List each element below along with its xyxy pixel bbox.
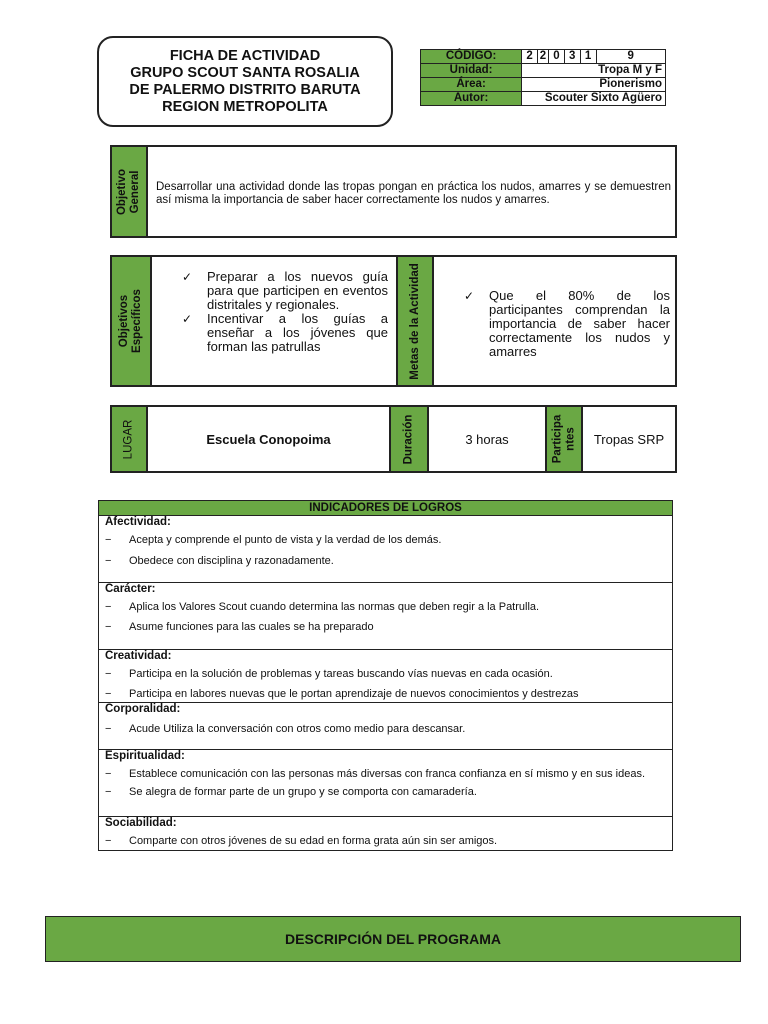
list-item xyxy=(105,687,666,701)
meta-text: Que el 80% de los participantes comprendan la importancia de saber hacer correctamente los nudos y amarres xyxy=(489,288,670,359)
unidad-value: Tropa M y F xyxy=(522,64,666,78)
objetivos-especificos-section xyxy=(110,255,677,387)
unidad-label: Unidad: xyxy=(421,64,522,78)
list-item xyxy=(105,554,666,568)
indicador-text: Se alegra de formar parte de un grupo y se comporta con camaradería. xyxy=(129,786,477,798)
title-line-4: REGION METROPOLITA xyxy=(162,98,328,115)
indicador-creatividad xyxy=(98,650,673,703)
dash-bullet: − xyxy=(105,534,112,546)
codigo-digit: 2 xyxy=(538,50,549,64)
indicador-text: Aplica los Valores Scout cuando determina las normas que deben regir a la Patrulla. xyxy=(129,601,540,613)
objetivos-especificos-label-line-2: Específicos xyxy=(131,289,144,353)
indicador-sociabilidad xyxy=(98,817,673,851)
lugar-label xyxy=(112,407,148,471)
participantes-label xyxy=(547,407,583,471)
list-item xyxy=(105,667,666,681)
dash-bullet: − xyxy=(105,835,112,847)
checkmark-icon: ✓ xyxy=(182,270,193,284)
objetivos-especificos-label-text xyxy=(118,289,144,353)
duracion-value: 3 horas xyxy=(429,407,547,471)
indicador-heading: Corporalidad: xyxy=(105,703,181,715)
codigo-digit: 3 xyxy=(564,50,580,64)
objetivo-general-label-text xyxy=(116,168,142,214)
dash-bullet: − xyxy=(105,688,112,700)
indicador-corporalidad xyxy=(98,703,673,750)
codigo-digit: 2 xyxy=(522,50,538,64)
lugar-label-text: LUGAR xyxy=(122,419,135,459)
indicador-text: Participa en labores nuevas que le portan aprendizaje de nuevos conocimientos y destrezas xyxy=(129,688,579,700)
dash-bullet: − xyxy=(105,621,112,633)
objetivo-general-label xyxy=(112,147,148,236)
list-item xyxy=(105,722,666,736)
area-value: Pionerismo xyxy=(522,78,666,92)
indicador-text: Obedece con disciplina y razonadamente. xyxy=(129,555,334,567)
dash-bullet: − xyxy=(105,786,112,798)
indicador-caracter xyxy=(98,583,673,650)
indicadores-title: INDICADORES DE LOGROS xyxy=(98,500,673,516)
codigo-row xyxy=(421,50,666,64)
objetivo-general-text: Desarrollar una actividad donde las tropas pongan en práctica los nudos, amarres y se demuestren así misma la importancia de saber hacer correctamente los nudos y amarres. xyxy=(156,181,671,206)
list-item xyxy=(464,289,670,359)
objetivos-especificos-label-line-1: Objetivos xyxy=(118,294,131,348)
codigo-digit: 9 xyxy=(596,50,666,64)
indicadores-section xyxy=(98,500,673,851)
lugar-section xyxy=(110,405,677,473)
autor-row xyxy=(421,92,666,106)
objetivo-especifico-text: Incentivar a los guías a enseñar a los jóvenes que forman las patrullas xyxy=(207,311,388,354)
metas-label-text: Metas de la Actividad xyxy=(408,262,421,380)
participantes-label-line-2: ntes xyxy=(564,427,577,451)
title-box xyxy=(97,36,393,127)
autor-label: Autor: xyxy=(421,92,522,106)
checkmark-icon: ✓ xyxy=(464,289,475,303)
list-item xyxy=(182,312,388,354)
title-line-1: FICHA DE ACTIVIDAD xyxy=(169,47,321,64)
dash-bullet: − xyxy=(105,555,112,567)
indicador-text: Acude Utiliza la conversación con otros como medio para descansar. xyxy=(129,723,466,735)
codigo-digit: 0 xyxy=(548,50,564,64)
indicador-heading: Espiritualidad: xyxy=(105,750,185,762)
list-item xyxy=(105,533,666,547)
participantes-value: Tropas SRP xyxy=(593,431,665,447)
objetivos-especificos-list xyxy=(182,270,388,354)
area-row xyxy=(421,78,666,92)
objetivo-especifico-text: Preparar a los nuevos guía para que participen en eventos distritales y regionales. xyxy=(207,269,388,312)
list-item xyxy=(105,785,666,799)
dash-bullet: − xyxy=(105,601,112,613)
indicador-espiritualidad xyxy=(98,750,673,817)
indicador-heading: Creatividad: xyxy=(105,650,172,662)
code-table xyxy=(420,49,666,106)
descripcion-programa-header: DESCRIPCIÓN DEL PROGRAMA xyxy=(45,916,741,962)
indicador-text: Participa en la solución de problemas y tareas buscando vías nuevas en cada ocasión. xyxy=(129,668,553,680)
metas-label xyxy=(398,257,434,385)
duracion-label xyxy=(391,407,429,471)
list-item xyxy=(105,834,666,848)
indicador-heading: Afectividad: xyxy=(105,516,171,528)
list-item xyxy=(105,600,666,614)
objetivos-especificos-list-container xyxy=(152,257,398,385)
objetivo-general-section xyxy=(110,145,677,238)
list-item xyxy=(105,767,666,781)
list-item xyxy=(182,270,388,312)
metas-list-container xyxy=(434,257,675,385)
dash-bullet: − xyxy=(105,723,112,735)
indicador-text: Acepta y comprende el punto de vista y la verdad de los demás. xyxy=(129,534,442,546)
objetivo-general-label-line-2: General xyxy=(129,170,142,213)
area-label: Área: xyxy=(421,78,522,92)
codigo-label: CÓDIGO: xyxy=(421,50,522,64)
objetivos-especificos-label xyxy=(112,257,152,385)
participantes-label-text xyxy=(551,415,577,464)
codigo-digit: 1 xyxy=(580,50,596,64)
lugar-value: Escuela Conopoima xyxy=(148,407,391,471)
indicador-text: Establece comunicación con las personas más diversas con franca confianza en sí mismo y en sus ideas. xyxy=(129,768,646,780)
objetivo-general-label-line-1: Objetivo xyxy=(116,168,129,215)
checkmark-icon: ✓ xyxy=(182,312,193,326)
title-line-3: DE PALERMO DISTRITO BARUTA xyxy=(129,81,361,98)
title-line-2: GRUPO SCOUT SANTA ROSALIA xyxy=(130,64,360,81)
dash-bullet: − xyxy=(105,768,112,780)
indicador-heading: Sociabilidad: xyxy=(105,817,177,829)
duracion-label-text: Duración xyxy=(402,414,415,464)
metas-list xyxy=(464,289,670,359)
participantes-label-line-1: Participa xyxy=(551,414,564,464)
unidad-row xyxy=(421,64,666,78)
indicador-heading: Carácter: xyxy=(105,583,156,595)
indicador-afectividad xyxy=(98,516,673,583)
dash-bullet: − xyxy=(105,668,112,680)
indicador-text: Comparte con otros jóvenes de su edad en forma grata aún sin ser amigos. xyxy=(129,835,498,847)
indicador-text: Asume funciones para las cuales se ha preparado xyxy=(129,621,374,633)
list-item xyxy=(105,620,666,634)
autor-value: Scouter Sixto Agüero xyxy=(522,92,666,106)
